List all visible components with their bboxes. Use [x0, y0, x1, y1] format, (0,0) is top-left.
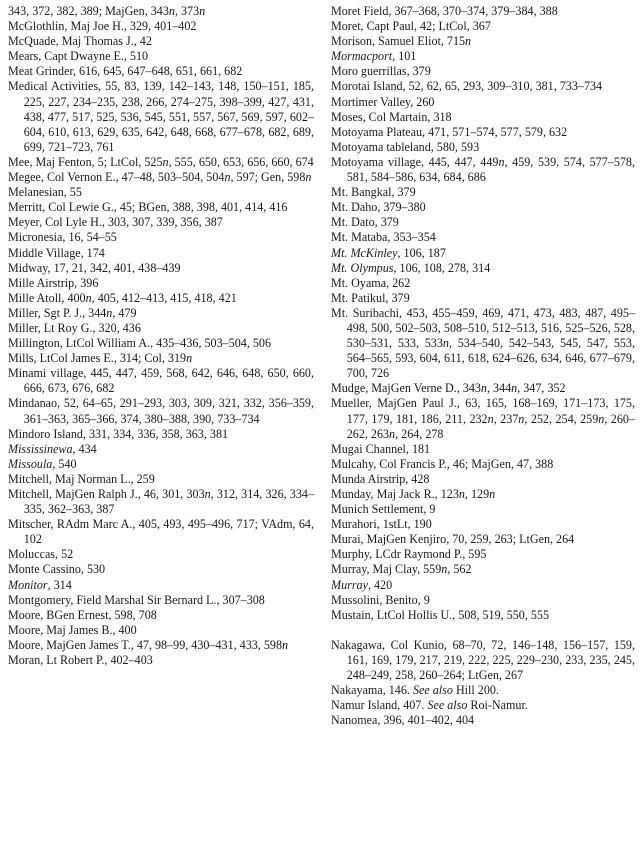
index-entry: Murahori, 1stLt, 190	[331, 517, 432, 532]
index-entry: Moses, Col Martain, 318	[331, 109, 452, 124]
index-column-right	[331, 4, 635, 728]
index-entry: Moore, Maj James B., 400	[8, 622, 137, 637]
index-entry: Merritt, Col Lewie G., 45; BGen, 388, 398, 401, 414, 416	[8, 200, 288, 215]
index-entry: Meyer, Col Lyle H., 303, 307, 339, 356, 387	[8, 215, 223, 230]
index-entry: 343, 372, 382, 389; MajGen, 343n, 373n	[8, 4, 206, 18]
index-entry: Moro guerrillas, 379	[331, 64, 431, 79]
index-entry: Morison, Samuel Eliot, 715n	[331, 34, 472, 49]
index-entry: Namur Island, 407. See also Roi-Namur.	[331, 698, 528, 713]
index-entry: Moluccas, 52	[8, 547, 74, 562]
index-entry: Miller, Lt Roy G., 320, 436	[8, 320, 141, 335]
index-entry: Motoyama tableland, 580, 593	[331, 139, 480, 154]
index-entry: Mills, LtCol James E., 314; Col, 319n	[8, 351, 193, 366]
index-entry: McGlothlin, Maj Joe H., 329, 401–402	[8, 19, 197, 34]
index-entry: Middle Village, 174	[8, 245, 105, 260]
index-entry: Murray, 420	[331, 577, 393, 592]
index-entry: Mears, Capt Dwayne E., 510	[8, 49, 149, 64]
index-entry: Mt. Mataba, 353–354	[331, 230, 436, 245]
index-entry: Millington, LtCol William A., 435–436, 503–504, 506	[8, 336, 272, 351]
index-entry: Motoyama village, 445, 447, 449n, 459, 539, 574, 577–578, 581, 584–586, 634, 684, 686	[331, 154, 635, 185]
index-entry: Munda Airstrip, 428	[331, 471, 430, 486]
index-entry: Moore, BGen Ernest, 598, 708	[8, 607, 157, 622]
index-entry: Murai, MajGen Kenjiro, 70, 259, 263; LtGen, 264	[331, 532, 575, 547]
index-entry: Mindoro Island, 331, 334, 336, 358, 363, 381	[8, 426, 229, 441]
index-entry: Micronesia, 16, 54–55	[8, 230, 117, 245]
index-entry: Mt. Daho, 379–380	[331, 200, 426, 215]
index-entry: Munday, Maj Jack R., 123n, 129n	[331, 487, 496, 501]
index-entry: Nanomea, 396, 401–402, 404	[331, 713, 475, 728]
index-entry: Moore, MajGen James T., 47, 98–99, 430–431, 433, 598n	[8, 637, 289, 652]
index-entry: Morotai Island, 52, 62, 65, 293, 309–310, 381, 733–734	[331, 79, 603, 94]
index-entry: Moret Field, 367–368, 370–374, 379–384, 388	[331, 4, 558, 18]
index-entry: Moran, Lt Robert P., 402–403	[8, 653, 153, 668]
index-entry: Mussolini, Benito, 9	[331, 592, 430, 607]
index-entry: Mt. Oyama, 262	[331, 275, 411, 290]
index-entry: Mitchell, Maj Norman L., 259	[8, 471, 155, 486]
index-entry: Montgomery, Field Marshal Sir Bernard L., 307–308	[8, 592, 265, 607]
index-entry: Mitchell, MajGen Ralph J., 46, 301, 303n, 312, 314, 326, 334–335, 362–363, 387	[8, 487, 314, 517]
index-entry: Mormacport, 101	[331, 49, 417, 64]
index-entry: Megee, Col Vernon E., 47–48, 503–504, 504n, 597; Gen, 598n	[8, 170, 312, 185]
index-entry: Mt. Bangkal, 379	[331, 185, 416, 200]
index-entry: Monitor, 314	[8, 577, 72, 592]
index-entry: Monte Cassino, 530	[8, 562, 106, 577]
index-entry: Mulcahy, Col Francis P., 46; MajGen, 47, 388	[331, 456, 554, 471]
index-entry: Miller, Sgt P. J., 344n, 479	[8, 305, 137, 320]
index-entry: Motoyama Plateau, 471, 571–574, 577, 579, 632	[331, 124, 568, 139]
index-entry: Mindanao, 52, 64–65, 291–293, 303, 309, 321, 332, 356–359, 361–363, 365–366, 374, 380–388, 390, 733–734	[8, 396, 314, 426]
index-entry: Mille Atoll, 400n, 405, 412–413, 415, 418, 421	[8, 290, 237, 305]
index-entry: Mt. Patikul, 379	[331, 290, 410, 305]
index-entry: Mee, Maj Fenton, 5; LtCol, 525n, 555, 650, 653, 656, 660, 674	[8, 154, 314, 169]
index-entry: Mt. Dato, 379	[331, 215, 399, 230]
index-entry: Mustain, LtCol Hollis U., 508, 519, 550, 555	[331, 607, 550, 622]
index-entry: Mt. Olympus, 106, 108, 278, 314	[331, 260, 491, 275]
index-entry: Meat Grinder, 616, 645, 647–648, 651, 661, 682	[8, 64, 243, 79]
index-entry: Murray, Maj Clay, 559n, 562	[331, 562, 472, 577]
index-entry: Munich Settlement, 9	[331, 502, 436, 517]
index-entry: Mitscher, RAdm Marc A., 405, 493, 495–496, 717; VAdm, 64, 102	[8, 517, 314, 547]
index-entry: Mortimer Valley, 260	[331, 94, 435, 109]
index-entry: Mt. McKinley, 106, 187	[331, 245, 446, 260]
index-column-left	[8, 4, 314, 668]
index-entry: Mississinewa, 434	[8, 441, 97, 456]
index-entry: Mueller, MajGen Paul J., 63, 165, 168–169, 171–173, 175, 177, 179, 181, 186, 211, 232n, 237n, 252, 254, 259n, 260–262, 263n, 264, 278	[331, 396, 635, 441]
index-entry: Mt. Suribachi, 453, 455–459, 469, 471, 473, 483, 487, 495–498, 500, 502–503, 508–510, 512–513, 516, 525–526, 528, 530–531, 533, 533n, 534–540, 542–543, 545, 547, 553, 564–565, 593, 604, 611, 618, 624–626, 634, 646, 677–679, 700, 726	[331, 305, 635, 381]
index-entry: Minami village, 445, 447, 459, 568, 642, 646, 648, 650, 660, 666, 673, 676, 682	[8, 366, 314, 396]
index-entry: McQuade, Maj Thomas J., 42	[8, 34, 152, 49]
index-entry: Murphy, LCdr Raymond P., 595	[331, 547, 487, 562]
index-entry: Medical Activities, 55, 83, 139, 142–143, 148, 150–151, 185, 225, 227, 234–235, 238, 266, 274–275, 398–399, 427, 431, 438, 477, 517, 525, 536, 545, 551, 557, 567, 569, 597, 602–604, 610, 613, 629, 635, 642, 648, 668, 677–678, 682, 689, 699, 721–723, 761	[8, 79, 314, 154]
index-entry: Mugai Channel, 181	[331, 441, 431, 456]
index-entry: Mille Airstrip, 396	[8, 275, 99, 290]
index-entry: Midway, 17, 21, 342, 401, 438–439	[8, 260, 181, 275]
index-entry: Melanesian, 55	[8, 185, 82, 200]
index-entry: Nakayama, 146. See also Hill 200.	[331, 683, 499, 698]
index-entry: Moret, Capt Paul, 42; LtCol, 367	[331, 19, 491, 34]
index-entry: Missoula, 540	[8, 456, 77, 471]
index-entry: Mudge, MajGen Verne D., 343n, 344n, 347, 352	[331, 381, 566, 396]
index-entry: Nakagawa, Col Kunio, 68–70, 72, 146–148, 156–157, 159, 161, 169, 179, 217, 219, 222, 225, 229–230, 233, 235, 245, 248–249, 258, 260–264; LtGen, 267	[331, 637, 635, 683]
